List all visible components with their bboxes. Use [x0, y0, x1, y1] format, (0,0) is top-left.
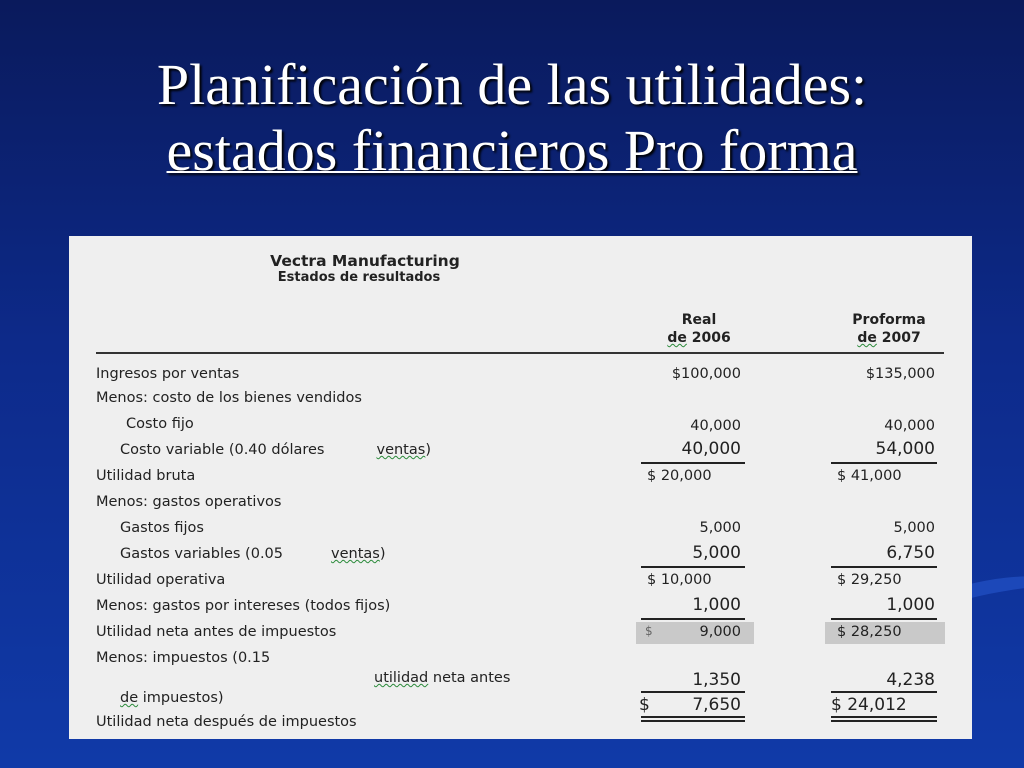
company-name: Vectra Manufacturing — [270, 252, 460, 270]
row-label-ebt: Utilidad neta antes de impuestos — [96, 624, 337, 640]
row-label-fixed-cost: Costo fijo — [126, 416, 194, 432]
interest-2006: 1,000 — [692, 595, 741, 615]
interest-2007: 1,000 — [886, 595, 935, 615]
underline-2006 — [641, 691, 745, 693]
slide-title — [0, 52, 1024, 184]
underline-2006 — [641, 618, 745, 620]
row-label-variable-cost — [120, 442, 431, 458]
column-header-2006-line2 — [639, 329, 759, 347]
row-label-taxes: Menos: impuestos (0.15 — [96, 650, 271, 666]
row-label-net-income: Utilidad neta después de impuestos — [96, 714, 357, 730]
gross-profit-2006: $ 20,000 — [647, 468, 712, 484]
gross-profit-2007: $ 41,000 — [837, 468, 902, 484]
column-header-2006-line1: Real — [681, 312, 717, 328]
row-label-taxes-end — [120, 690, 224, 706]
statement-subtitle: Estados de resultados — [277, 270, 441, 285]
title-line-1: Planificación de las utilidades: — [156, 52, 868, 117]
double-underline-2007-a — [831, 716, 937, 718]
operating-profit-2006: $ 10,000 — [647, 572, 712, 588]
row-label-gross-profit: Utilidad bruta — [96, 468, 196, 484]
taxes-label-e: impuestos) — [138, 690, 224, 706]
row-label-revenue: Ingresos por ventas — [96, 366, 240, 382]
fixed-expenses-2006: 5,000 — [699, 520, 741, 536]
variable-cost-label-b: ventas — [376, 442, 426, 458]
fixed-cost-2006: 40,000 — [690, 418, 741, 434]
income-statement-image — [69, 236, 972, 739]
net-income-currency-2006: $ — [639, 695, 650, 715]
underline-2007 — [831, 462, 937, 464]
variable-cost-2006: 40,000 — [681, 439, 741, 459]
ebt-currency-2006: $ — [645, 624, 653, 638]
revenue-2007: $135,000 — [865, 366, 935, 382]
ebt-2007: $ 28,250 — [837, 624, 902, 640]
column-header-2007-line2 — [829, 329, 949, 347]
column-header-2007 — [829, 311, 949, 347]
column-header-2007-line1: Proforma — [852, 312, 926, 328]
double-underline-2006-a — [641, 716, 745, 718]
variable-expenses-2006: 5,000 — [692, 543, 741, 563]
taxes-label-d: de — [120, 690, 139, 706]
row-label-taxes-cont — [374, 670, 510, 686]
row-label-less-opex: Menos: gastos operativos — [96, 494, 282, 510]
column-header-2006-prefix: de — [667, 330, 687, 346]
net-income-2006: 7,650 — [692, 695, 741, 715]
taxes-label-b: utilidad — [374, 670, 429, 686]
taxes-2006: 1,350 — [692, 670, 741, 690]
column-header-2007-prefix: de — [857, 330, 877, 346]
row-label-operating-profit: Utilidad operativa — [96, 572, 226, 588]
variable-expenses-label-c: ) — [379, 546, 386, 562]
fixed-expenses-2007: 5,000 — [893, 520, 935, 536]
underline-2007 — [831, 566, 937, 568]
underline-2007 — [831, 618, 937, 620]
title-line-2: estados financieros Pro forma — [166, 118, 858, 183]
taxes-label-c: neta antes — [428, 670, 511, 686]
taxes-2007: 4,238 — [886, 670, 935, 690]
double-underline-2007-b — [831, 720, 937, 722]
variable-cost-2007: 54,000 — [875, 439, 935, 459]
operating-profit-2007: $ 29,250 — [837, 572, 902, 588]
variable-expenses-label-b: ventas — [331, 546, 380, 562]
ebt-2006: 9,000 — [699, 624, 741, 640]
net-income-2007: $ 24,012 — [831, 695, 907, 715]
fixed-cost-2007: 40,000 — [884, 418, 935, 434]
row-label-variable-expenses — [120, 546, 386, 562]
variable-expenses-label-a: Gastos variables (0.05 — [120, 546, 283, 562]
underline-2007 — [831, 691, 937, 693]
column-header-2007-year: 2007 — [876, 330, 921, 346]
row-label-interest: Menos: gastos por intereses (todos fijos) — [96, 598, 391, 614]
row-label-less-cogs: Menos: costo de los bienes vendidos — [96, 390, 362, 406]
double-underline-2006-b — [641, 720, 745, 722]
variable-expenses-2007: 6,750 — [886, 543, 935, 563]
revenue-2006: $100,000 — [671, 366, 741, 382]
column-header-2006 — [639, 311, 759, 347]
header-rule — [96, 352, 944, 354]
variable-cost-label-c: ) — [425, 442, 431, 458]
underline-2006 — [641, 462, 745, 464]
underline-2006 — [641, 566, 745, 568]
variable-cost-label-a: Costo variable (0.40 dólares — [120, 442, 325, 458]
column-header-2006-year: 2006 — [686, 330, 731, 346]
row-label-fixed-expenses: Gastos fijos — [120, 520, 204, 536]
